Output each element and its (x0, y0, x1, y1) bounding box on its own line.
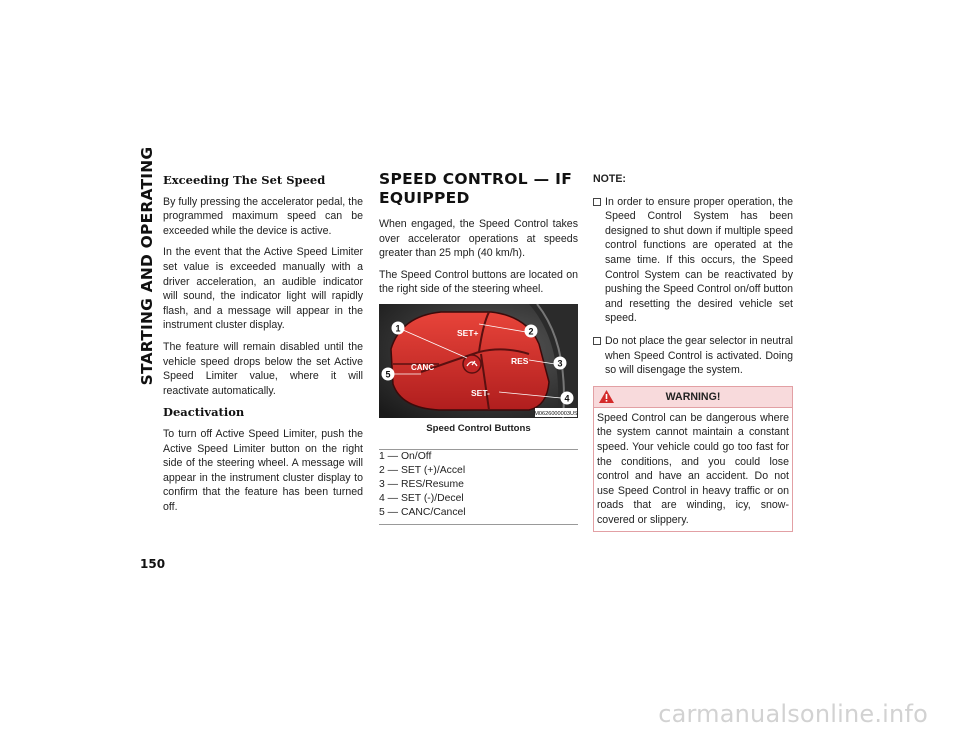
section-side-tab (136, 146, 158, 386)
note-title: NOTE: (593, 173, 626, 185)
legend-item: 4 — SET (-)/Decel (379, 493, 464, 505)
figure-caption: Speed Control Buttons (426, 422, 531, 434)
page-number: 150 (140, 557, 166, 571)
svg-text:1: 1 (395, 323, 401, 334)
legend-item: 3 — RES/Resume (379, 478, 464, 490)
paragraph: The feature will remain disabled until the vehicle speed drops below the set Active Speed Limiter value, where it will reactivate automatically. (163, 340, 363, 397)
svg-text:5: 5 (385, 369, 391, 380)
warning-body: Speed Control can be dangerous where the system cannot maintain a constant speed. Your vehicle could go too fast for the conditions, and you could lose control and have an accident. Do not use Speed Control in heavy traffic or on roads that are winding, icy, snow-covered or slippery. (597, 411, 789, 526)
svg-text:2: 2 (528, 326, 534, 337)
steering-wheel-illustration (379, 304, 578, 418)
paragraph: The Speed Control buttons are located on the right side of the steering wheel. (379, 268, 578, 296)
paragraph: In the event that the Active Speed Limiter set value is exceeded manually with a driver acceleration, an audible indicator will sound, the indicator light will rapidly flash, and a message will appear in the instrument cluster display. (163, 246, 363, 332)
warning-header (594, 387, 792, 408)
warning-triangle-icon (598, 389, 615, 404)
set-plus-label: SET+ (457, 327, 479, 338)
paragraph: When engaged, the Speed Control takes over accelerator operations at speeds greater than 25 mph (40 km/h). (379, 218, 578, 260)
column-middle (379, 170, 578, 525)
note-bullet (593, 334, 793, 378)
note-bullet-text: Do not place the gear selector in neutral when Speed Control is activated. Doing so will disengage the system. (605, 334, 793, 377)
legend-divider-bottom (379, 524, 578, 525)
set-minus-label: SET- (471, 387, 490, 398)
watermark: carmanualsonline.info (658, 700, 928, 728)
canc-label: CANC (411, 362, 435, 372)
note-bullet (593, 195, 793, 326)
heading-deactivation: Deactivation (163, 405, 245, 420)
svg-text:3: 3 (557, 358, 563, 369)
callout-4 (561, 391, 574, 404)
callout-1 (392, 321, 405, 334)
column-left (163, 170, 363, 521)
callout-2 (525, 324, 538, 337)
legend-item: 2 — SET (+)/Accel (379, 464, 466, 476)
heading-exceeding-set-speed: Exceeding The Set Speed (163, 173, 326, 187)
res-label: RES (511, 355, 529, 366)
legend-item: 1 — On/Off (379, 450, 432, 462)
section-side-tab-label: STARTING AND OPERATING (138, 146, 156, 386)
paragraph: To turn off Active Speed Limiter, push the Active Speed Limiter button on the right side of the steering wheel. A message will appear in the instrument cluster display to confirm that the feature has been turned off. (163, 427, 363, 513)
speed-control-buttons-figure (379, 304, 578, 418)
bullet-box-icon (593, 337, 601, 345)
warning-title: WARNING! (665, 390, 721, 403)
svg-text:4: 4 (564, 393, 570, 404)
column-right (593, 170, 793, 532)
legend-item: 5 — CANC/Cancel (379, 507, 466, 519)
bullet-box-icon (593, 198, 601, 206)
paragraph: By fully pressing the accelerator pedal, the programmed maximum speed can be exceeded while the device is active. (163, 195, 363, 237)
figure-code: M0626000003US (534, 410, 578, 417)
callout-5 (382, 367, 395, 380)
callout-3 (554, 356, 567, 369)
note-bullet-text: In order to ensure proper operation, the Speed Control System has been designed to shut down if multiple speed control functions are operated at the same time. If this occurs, the Speed Control System can be reactivated by pushing the Speed Control on/off button and resetting the desired vehicle set speed. (605, 195, 793, 325)
warning-box (593, 386, 793, 533)
section-title-speed-control: SPEED CONTROL — IF EQUIPPED (379, 170, 573, 207)
